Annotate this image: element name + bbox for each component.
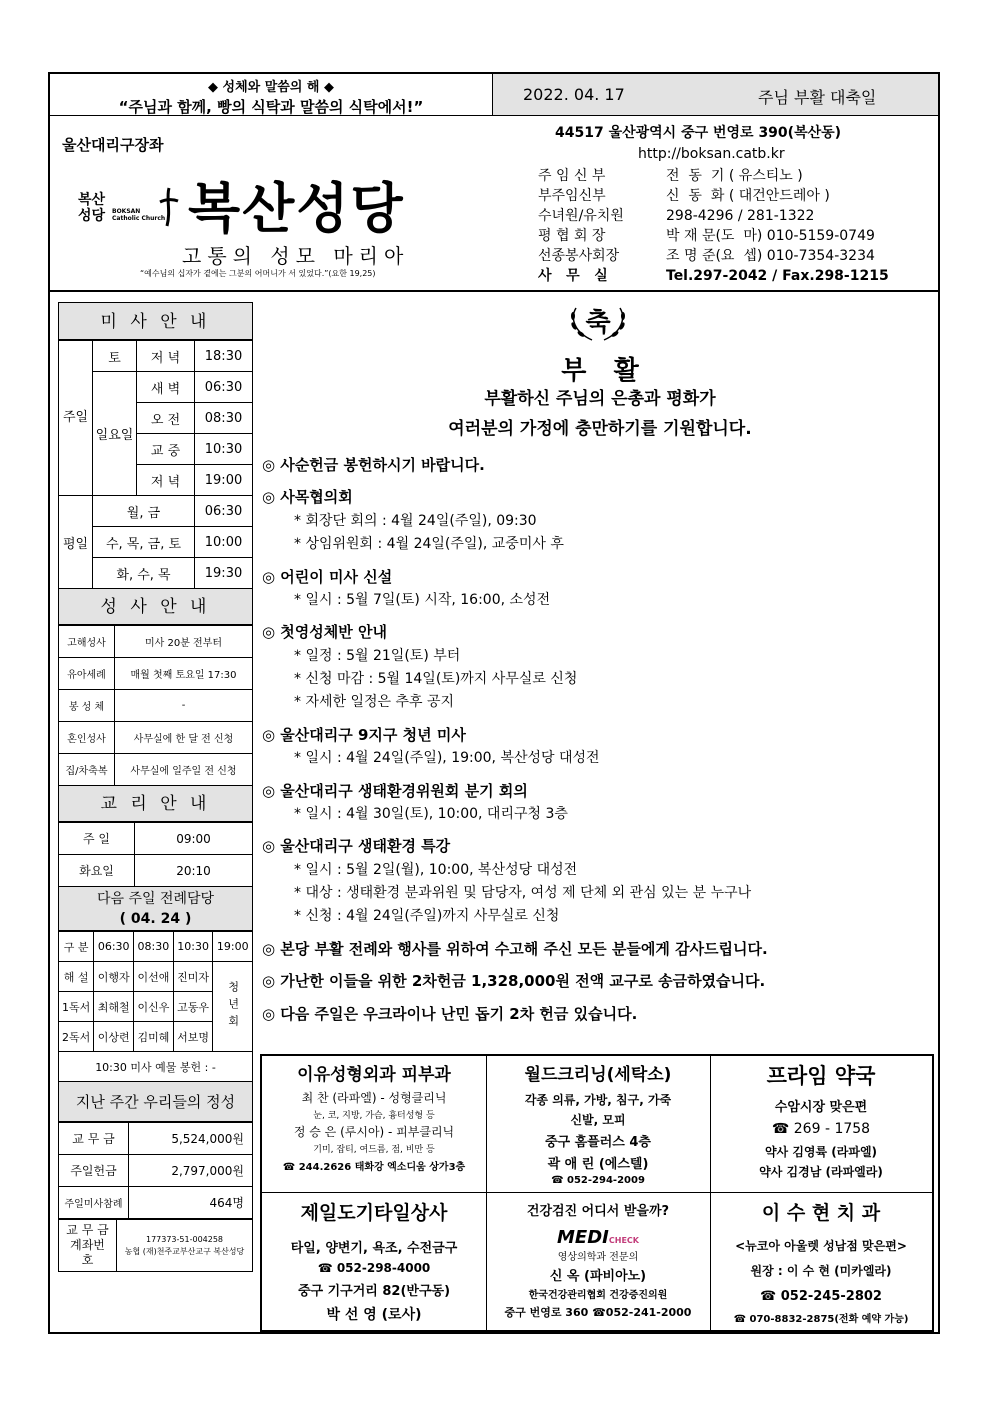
logo-en-2: Catholic Church	[112, 215, 166, 222]
liturgical-day: 주님 부활 대축일	[758, 88, 877, 107]
staff-value: Tel.297-2042 / Fax.298-1215	[666, 268, 889, 284]
offering-name: 교 무 금	[59, 1123, 129, 1155]
table-row	[59, 855, 253, 887]
ad-cleaning-line: ☎ 052-294-2009	[551, 1175, 645, 1186]
notice-detail: * 자세한 일정은 추후 공지	[294, 694, 455, 711]
ad-cleaning-line: 중구 홈플러스 4층	[544, 1135, 651, 1150]
header-date-box	[493, 74, 938, 116]
left-column	[58, 302, 253, 1272]
parish-name: 복산성당	[188, 177, 405, 240]
liturgy-cell: 이상련	[94, 1022, 134, 1052]
offering-name: 주일헌금	[59, 1155, 129, 1187]
notice-detail: * 상임위원회 : 4월 24일(주일), 교중미사 후	[294, 536, 564, 553]
doctrine-value: 20:10	[135, 855, 253, 887]
weekday-label: 평일	[59, 496, 93, 589]
liturgy-role: 2독서	[59, 1022, 94, 1052]
easter-line-1: 부활하신 주님의 은총과 평화가	[484, 389, 716, 409]
ad-tile-line: 박 선 영 (로사)	[326, 1307, 422, 1323]
logo-mark	[78, 192, 105, 224]
ad-dental-line: ☎ 052-245-2802	[760, 1289, 882, 1304]
ad-checkup-question: 건강검진 어디서 받을까?	[526, 1204, 670, 1219]
notice-title: ◎ 본당 부활 전례와 행사를 위하여 수고해 주신 모든 분들에게 감사드립니다.	[262, 939, 768, 958]
ad-checkup-brand: MEDI	[557, 1227, 609, 1248]
mass-time: 08:30	[195, 403, 253, 434]
motto-line: “주님과 함께, 빵의 식탁과 말씀의 식탁에서!”	[118, 98, 424, 116]
mass-name: 새 벽	[137, 372, 195, 403]
offering-name: 주일미사참례	[59, 1187, 129, 1219]
notice-item	[262, 780, 938, 827]
table-row	[59, 754, 253, 786]
sacrament-value: 미사 20분 전부터	[115, 626, 253, 658]
notice-title: ◎ 어린이 미사 신설	[262, 567, 393, 586]
ad-clinic-line: 최 찬 (라파엘) - 성형클리닉	[301, 1091, 447, 1105]
notice-item	[262, 835, 938, 928]
ad-clinic-name: 이유성형외과 피부과	[297, 1065, 451, 1085]
table-row	[59, 690, 253, 722]
doctrine-name: 화요일	[59, 855, 135, 887]
mass-name: 오 전	[137, 403, 195, 434]
ad-dental-line: <뉴코아 아울렛 성남점 맞은편>	[735, 1239, 907, 1253]
parish-info	[50, 116, 938, 292]
offering-value: 2,797,000원	[129, 1155, 253, 1187]
ad-clinic-line: 정 승 은 (루시아) - 피부클리닉	[293, 1125, 455, 1139]
mass-time: 10:30	[195, 434, 253, 465]
notice-item	[262, 486, 938, 556]
notice-detail: * 일시 : 4월 24일(주일), 19:00, 복산성당 대성전	[294, 750, 600, 767]
mass-name: 저 녁	[137, 341, 195, 372]
table-row	[59, 1155, 253, 1187]
logo-en-1: BOKSAN	[112, 208, 141, 215]
liturgy-cell: 이행자	[94, 962, 134, 992]
ad-dental-line: 원장 : 이 수 현 (미카엘라)	[750, 1264, 892, 1278]
notice-title: ◎ 사목협의회	[262, 488, 353, 507]
liturgy-title-box	[58, 887, 253, 931]
ad-pharmacy-line: 약사 김영륙 (라파엘)	[764, 1145, 878, 1159]
logo-small-2: 성당	[78, 208, 106, 224]
patron-quote: “예수님의 십자가 곁에는 그분의 어머니가 서 있었다.”(요한 19,25)	[140, 269, 376, 278]
ad-checkup-line: 영상의학과 전문의	[557, 1252, 639, 1263]
mass-day: 토	[93, 341, 137, 372]
notice-detail: * 신청 마감 : 5월 14일(토)까지 사무실로 신청	[294, 670, 578, 687]
mass-name: 교 중	[137, 434, 195, 465]
table-row	[59, 626, 253, 658]
diocese-name: 울산대리구장좌	[62, 136, 164, 154]
sacrament-title: 성 사 안 내	[58, 589, 253, 625]
youth-label: 청년회	[226, 981, 240, 1032]
ad-pharmacy-line: ☎ 269 - 1758	[771, 1121, 871, 1137]
ad-cleaning-name: 월드크리닝(세탁소)	[524, 1065, 672, 1085]
liturgy-cell: 이신우	[134, 992, 174, 1022]
notice-title: ◎ 사순헌금 봉헌하시기 바랍니다.	[262, 456, 485, 474]
liturgy-role: 1독서	[59, 992, 94, 1022]
liturgy-table	[58, 931, 253, 1082]
mass-time: 10:00	[195, 527, 253, 558]
ad-tile-line: 타일, 양변기, 욕조, 수전금구	[290, 1241, 458, 1256]
ad-checkup-logo	[486, 1227, 710, 1248]
ad-tile	[262, 1198, 486, 1324]
staff-role: 선종봉사회장	[538, 248, 620, 264]
notice-detail: * 회장단 회의 : 4월 24일(주일), 09:30	[294, 512, 537, 529]
mass-time: 06:30	[195, 496, 253, 527]
table-row	[59, 722, 253, 754]
liturgy-cell: 김미혜	[134, 1022, 174, 1052]
mass-time: 19:00	[195, 465, 253, 496]
notice-detail: * 일시 : 5월 7일(토) 시작, 16:00, 소성전	[294, 591, 551, 608]
sunday-day-label: 일요일	[93, 372, 137, 496]
sacrament-table	[58, 625, 253, 786]
staff-row	[538, 186, 934, 206]
ad-checkup-line: 신 옥 (파비아노)	[549, 1269, 647, 1284]
ad-clinic-line: 눈, 코, 지방, 가슴, 흉터성형 등	[313, 1111, 435, 1121]
notice-detail: * 대상 : 생태환경 분과위원 및 담당자, 여성 제 단체 외 관심 있는 분 누구나	[294, 884, 752, 901]
notice-detail: * 일시 : 4월 30일(토), 10:00, 대리구청 3층	[294, 805, 568, 822]
notice-item	[262, 1003, 938, 1026]
ad-checkup	[486, 1200, 710, 1320]
ad-cleaning-line: 신발, 모피	[570, 1113, 626, 1127]
sacrament-name: 유아세례	[59, 658, 115, 690]
liturgy-cell: 서보명	[173, 1022, 213, 1052]
table-row	[59, 658, 253, 690]
ads-grid	[260, 1054, 934, 1332]
sunday-label: 주일	[59, 341, 93, 496]
ad-pharmacy	[710, 1060, 932, 1180]
staff-row	[538, 206, 934, 226]
sacrament-name: 봉 성 체	[59, 690, 115, 722]
mass-title: 미 사 안 내	[58, 302, 253, 340]
account-number: 177373-51-004258	[145, 1234, 224, 1244]
notice-title: ◎ 울산대리구 생태환경 특강	[262, 837, 451, 856]
parish-address: 44517 울산광역시 중구 번영로 390(복산동)	[555, 125, 842, 141]
liturgy-header: 08:30	[134, 932, 174, 962]
staff-role: 사 무 실	[538, 268, 608, 284]
sacrament-value: 사무실에 한 달 전 신청	[115, 722, 253, 754]
offering-value: 5,524,000원	[129, 1123, 253, 1155]
mass-time: 06:30	[195, 372, 253, 403]
ad-pharmacy-line: 수암시장 맞은편	[774, 1100, 868, 1115]
staff-role: 부주임신부	[538, 188, 606, 204]
staff-row	[538, 266, 934, 286]
liturgy-cell: 고동우	[173, 992, 213, 1022]
staff-value: 전 동 기 ( 유스티노 )	[666, 168, 803, 184]
sacrament-name: 혼인성사	[59, 722, 115, 754]
ad-pharmacy-line: 약사 김경남 (라파엘라)	[759, 1165, 883, 1179]
notice-title: ◎ 첫영성체반 안내	[262, 623, 387, 642]
ad-checkup-brand-small: CHECK	[608, 1236, 639, 1245]
notice-item	[262, 724, 938, 771]
ad-tile-name: 제일도기타일상사	[300, 1202, 448, 1224]
mass-day: 화, 수, 목	[93, 558, 195, 589]
staff-value: 박 재 문(도 마) 010-5159-0749	[666, 228, 875, 244]
notice-item	[262, 970, 938, 993]
logo-small-1: 복산	[78, 192, 106, 208]
celebration-badge: 축	[585, 308, 611, 338]
youth-group	[213, 962, 253, 1052]
liturgy-header: 06:30	[94, 932, 134, 962]
account-table	[58, 1219, 253, 1272]
liturgy-header: 10:30	[173, 932, 213, 962]
table-row	[59, 1123, 253, 1155]
liturgy-header: 19:00	[213, 932, 253, 962]
bulletin-frame	[48, 72, 940, 1334]
staff-row	[538, 226, 934, 246]
mass-name: 저 녁	[137, 465, 195, 496]
staff-row	[538, 246, 934, 266]
notice-item	[262, 566, 938, 613]
ad-dental-name: 이 수 현 치 과	[761, 1202, 881, 1224]
account-label: 교 무 금 계좌번호	[59, 1220, 117, 1272]
staff-role: 평 협 회 장	[538, 228, 606, 244]
staff-value: 298-4296 / 281-1322	[666, 208, 815, 224]
sacrament-value: 매월 첫째 토요일 17:30	[115, 658, 253, 690]
notice-title: ◎ 가난한 이들을 위한 2차헌금 1,328,000원 전액 교구로 송금하였습니다.	[262, 972, 766, 991]
notice-detail: * 일시 : 5월 2일(월), 10:00, 복산성당 대성전	[294, 861, 578, 878]
liturgy-role: 해 설	[59, 962, 94, 992]
mass-time: 19:30	[195, 558, 253, 589]
ad-checkup-line: 중구 번영로 360 ☎052-241-2000	[504, 1306, 692, 1319]
ad-cleaning-line: 곽 애 린 (에스텔)	[547, 1157, 649, 1172]
staff-value: 조 명 준(요 셉) 010-7354-3234	[666, 248, 875, 264]
notice-detail: * 일정 : 5월 21일(토) 부터	[294, 647, 461, 664]
sacrament-value: -	[115, 690, 253, 722]
account-info	[117, 1220, 253, 1272]
ad-dental-line: ☎ 070-8832-2875(전화 예약 가능)	[733, 1314, 909, 1325]
sacrament-name: 집/차축복	[59, 754, 115, 786]
mass-time: 18:30	[195, 341, 253, 372]
easter-box	[262, 298, 938, 448]
ad-pharmacy-name: 프라임 약국	[766, 1064, 876, 1088]
bulletin-date: 2022. 04. 17	[523, 85, 625, 104]
notice-title: ◎ 울산대리구 9지구 청년 미사	[262, 725, 466, 744]
theme-line: ◆ 성체와 말씀의 해 ◆	[207, 80, 334, 95]
staff-role: 수녀원/유치원	[538, 208, 624, 224]
liturgy-header: 구 분	[59, 932, 94, 962]
ad-clinic	[262, 1060, 486, 1173]
notice-title: ◎ 울산대리구 생태환경위원회 분기 회의	[262, 781, 528, 800]
doctrine-value: 09:00	[135, 823, 253, 855]
mass-day: 월, 금	[93, 496, 195, 527]
easter-line-2: 여러분의 가정에 충만하기를 기원합니다.	[448, 419, 752, 439]
ad-tile-line: 중구 기구거리 82(반구동)	[297, 1284, 451, 1299]
ad-clinic-line: ☎ 244.2626 태화강 엑소디움 상가3층	[282, 1162, 466, 1173]
notice-title: ◎ 다음 주일은 우크라이나 난민 돕기 2차 헌금 있습니다.	[262, 1004, 638, 1023]
patron-name: 고통의 성모 마리아	[182, 244, 410, 268]
offering-note: 10:30 미사 예물 봉헌 : -	[59, 1052, 253, 1082]
offering-table	[58, 1122, 253, 1219]
sacrament-value: 사무실에 일주일 전 신청	[115, 754, 253, 786]
doctrine-name: 주 일	[59, 823, 135, 855]
notices	[262, 454, 938, 1035]
account-bank: 농협 (재)천주교부산교구 복산성당	[124, 1246, 245, 1256]
liturgy-title: 다음 주일 전례담당	[96, 891, 215, 907]
easter-title: 부 활	[561, 356, 639, 386]
ad-checkup-line: 한국건강관리협회 건강증진의원	[528, 1290, 668, 1301]
notice-item	[262, 938, 938, 961]
doctrine-table	[58, 822, 253, 887]
ad-tile-line: ☎ 052-298-4000	[317, 1261, 431, 1275]
notice-item	[262, 454, 938, 477]
offering-title: 지난 주간 우리들의 정성	[58, 1082, 253, 1122]
ad-dental	[710, 1198, 932, 1325]
notice-item	[262, 621, 938, 714]
staff-row	[538, 166, 934, 186]
staff-value: 신 동 화 ( 대건안드레아 )	[666, 188, 830, 204]
doctrine-title: 교 리 안 내	[58, 786, 253, 822]
cross-icon	[158, 186, 180, 228]
liturgy-date: ( 04. 24 )	[119, 911, 192, 927]
sacrament-name: 고해성사	[59, 626, 115, 658]
table-row	[59, 1187, 253, 1219]
ad-cleaning	[486, 1060, 710, 1186]
notice-detail: * 신청 : 4월 24일(주일)까지 사무실로 신청	[294, 908, 560, 925]
liturgy-cell: 최해철	[94, 992, 134, 1022]
mass-table	[58, 340, 253, 589]
staff-role: 주 임 신 부	[538, 168, 606, 184]
parish-url[interactable]: http://boksan.catb.kr	[638, 146, 785, 162]
staff-list	[538, 166, 934, 286]
liturgy-cell: 진미자	[173, 962, 213, 992]
offering-value: 464명	[129, 1187, 253, 1219]
header-theme-box	[50, 74, 493, 116]
table-row	[59, 823, 253, 855]
liturgy-cell: 이선애	[134, 962, 174, 992]
mass-day: 수, 목, 금, 토	[93, 527, 195, 558]
ad-clinic-line: 기미, 잡티, 여드름, 점, 비만 등	[313, 1145, 435, 1155]
ad-cleaning-line: 각종 의류, 가방, 침구, 가죽	[524, 1093, 672, 1107]
